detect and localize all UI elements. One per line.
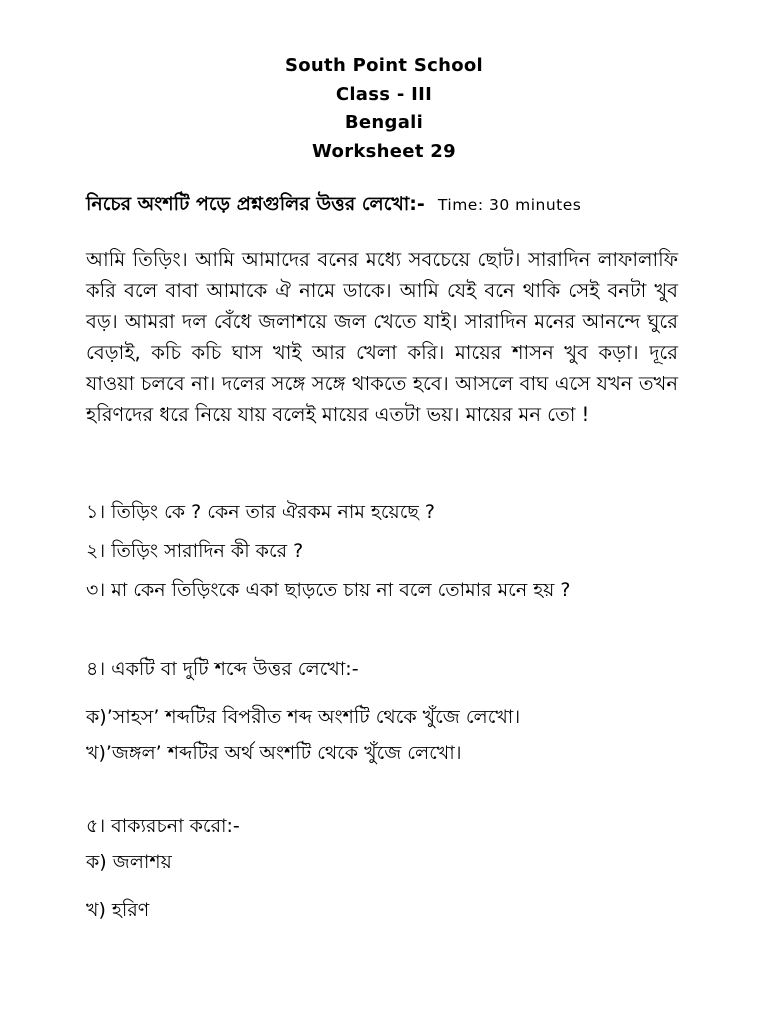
- question-1: ১। তিড়িং কে ? কেন তার ঐরকম নাম হয়েছে ?: [86, 501, 435, 523]
- school-name: South Point School: [285, 55, 483, 76]
- question-4b: খ)’জঙ্গল’ শব্দটির অর্থ অংশটি থেকে খুঁজে লেখো।: [86, 742, 462, 764]
- question-4a: ক)’সাহস’ শব্দটির বিপরীত শব্দ অংশটি থেকে খুঁজে লেখো।: [86, 706, 521, 728]
- worksheet-number: Worksheet 29: [312, 140, 456, 162]
- question-5a: ক) জলাশয়: [86, 851, 172, 873]
- question-5: ৫। বাক্যরচনা করো:-: [86, 815, 240, 837]
- class-label: Class - III: [335, 83, 433, 105]
- question-2: ২। তিড়িং সারাদিন কী করে ?: [86, 540, 304, 562]
- instruction-text: নিচের অংশটি পড়ে প্রশ্নগুলির উত্তর লেখো:-: [86, 193, 425, 215]
- time-limit: Time: 30 minutes: [437, 196, 582, 214]
- reading-passage: আমি তিড়িং। আমি আমাদের বনের মধ্যে সবচেয়ে ছোট। সারাদিন লাফালাফি করি বলে বাবা আমাকে ঐ নামে ডাকে। আমি যেই বনে থাকি সেই বনটা খুব বড়। আমরা দল বেঁধে জলাশয়ে জল খেতে যাই। সারাদিন মনের আনন্দে ঘুরে বেড়াই, কচি কচি ঘাস খাই আর খেলা করি। মায়ের শাসন খুব কড়া। দূরে যাওয়া চলবে না। দলের সঙ্গে সঙ্গে থাকতে হবে। আসলে বাঘ এসে যখন তখন হরিণদের ধরে নিয়ে যায় বলেই মায়ের এতটা ভয়। মায়ের মন তো !: [86, 248, 678, 426]
- subject-label: Bengali: [344, 112, 424, 133]
- question-5b: খ) হরিণ: [86, 899, 150, 921]
- question-3: ৩। মা কেন তিড়িংকে একা ছাড়তে চায় না বলে তোমার মনে হয় ?: [86, 579, 571, 601]
- question-4: ৪। একটি বা দুটি শব্দে উত্তর লেখো:-: [86, 658, 359, 680]
- instruction-line: [86, 190, 686, 222]
- worksheet-header: [0, 52, 768, 166]
